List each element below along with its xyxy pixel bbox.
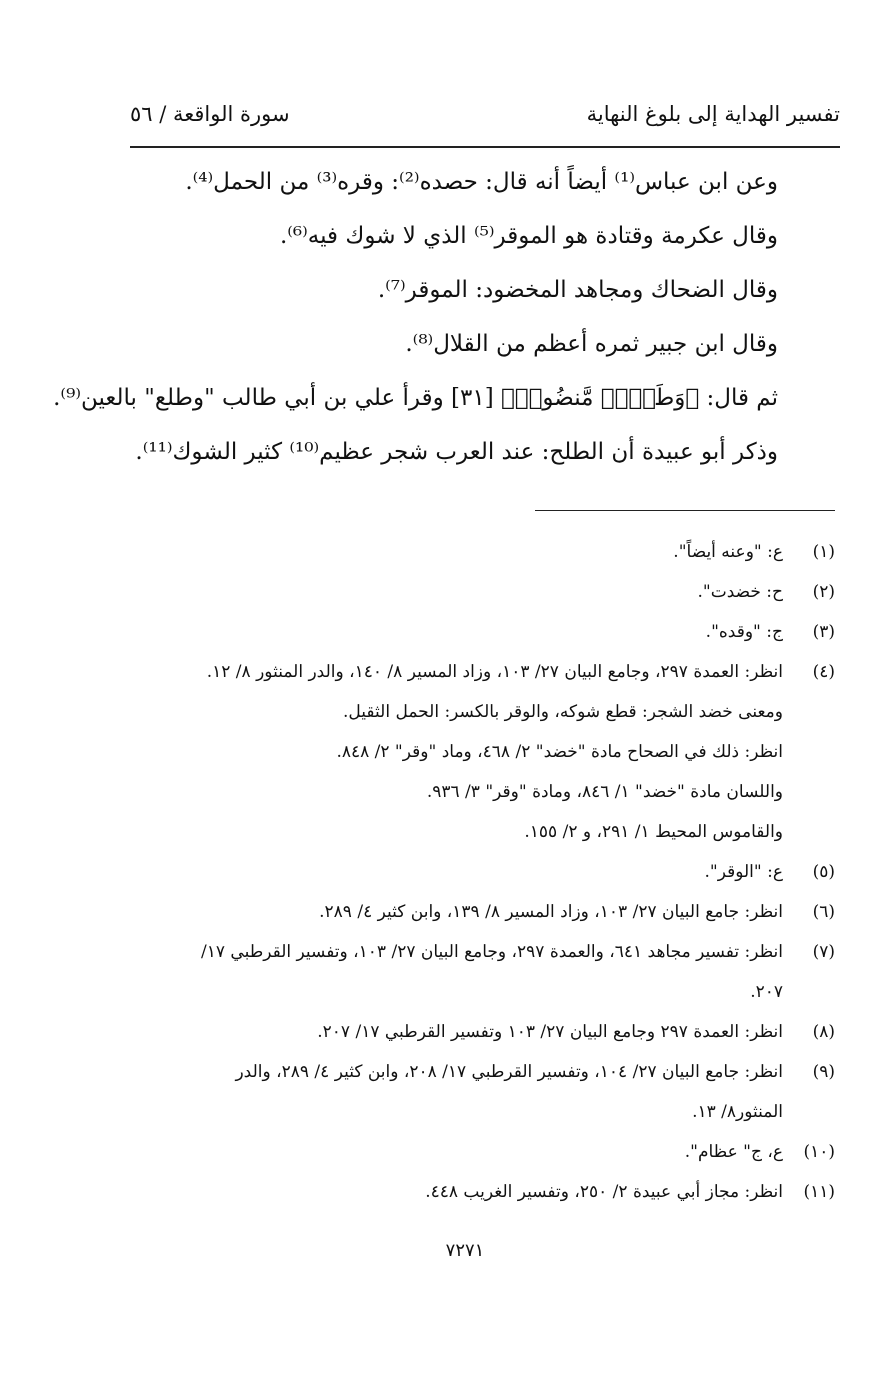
- footnote-10: [115, 1132, 835, 1172]
- footnote-text: واللسان مادة "خضد" ١/ ٨٤٦، ومادة "وقر" ٣/ ٩٣٦.: [426, 782, 783, 802]
- header-divider: [130, 146, 840, 148]
- page-number: ٧٢٧١: [445, 1240, 485, 1261]
- main-text-line: وقال عكرمة وقتادة هو الموقر⁽⁵⁾ الذي لا شوك فيه⁽⁶⁾.: [279, 223, 778, 249]
- footnote-number: (٧): [812, 942, 835, 962]
- footnote-number: (٥): [812, 862, 835, 882]
- footnote-text: انظر: ذلك في الصحاح مادة "خضد" ٢/ ٤٦٨، وماد "وقر" ٢/ ٨٤٨.: [336, 742, 783, 762]
- main-text-line: ثم قال: ﴿وَطَلۡحٖ مَّنضُودٖ﴾ [٣١] وقرأ علي بن أبي طالب "وطلع" بالعين⁽⁹⁾.: [53, 385, 778, 411]
- footnote-number: (٢): [812, 582, 835, 602]
- main-text: [53, 155, 778, 479]
- footnote-text: انظر: العمدة ٢٩٧، وجامع البيان ٢٧/ ١٠٣، وزاد المسير ٨/ ١٤٠، والدر المنثور ٨/ ١٢.: [206, 662, 783, 682]
- footnote-number: (٩): [812, 1062, 835, 1082]
- main-text-line: وذكر أبو عبيدة أن الطلح: عند العرب شجر عظيم⁽¹⁰⁾ كثير الشوك⁽¹¹⁾.: [135, 439, 778, 465]
- footnote-text: انظر: العمدة ٢٩٧ وجامع البيان ٢٧/ ١٠٣ وتفسير القرطبي ١٧/ ٢٠٧.: [317, 1022, 783, 1042]
- footnote-text: ج: "وقده".: [705, 622, 783, 642]
- footnote-2: [115, 572, 835, 612]
- footnote-text: انظر: جامع البيان ٢٧/ ١٠٤، وتفسير القرطبي ١٧/ ٢٠٨، وابن كثير ٤/ ٢٨٩، والدر: [235, 1062, 783, 1082]
- footnote-6: [115, 892, 835, 932]
- main-text-line: وقال ابن جبير ثمره أعظم من القلال⁽⁸⁾.: [405, 331, 778, 357]
- footnote-text: ٢٠٧.: [750, 982, 783, 1002]
- main-text-line: وقال الضحاك ومجاهد المخضود: الموقر⁽⁷⁾.: [377, 277, 778, 303]
- surah-page-label: سورة الواقعة / ٥٦: [130, 102, 290, 126]
- footnote-number: (٣): [812, 622, 835, 642]
- footnote-number: (٦): [812, 902, 835, 922]
- footnote-text: انظر: جامع البيان ٢٧/ ١٠٣، وزاد المسير ٨/ ١٣٩، وابن كثير ٤/ ٢٨٩.: [319, 902, 783, 922]
- footnote-9: [115, 1052, 835, 1132]
- footnote-number: (١١): [803, 1182, 835, 1202]
- footnote-number: (١٠): [803, 1142, 835, 1162]
- footnote-7: [115, 932, 835, 1012]
- footnote-divider: [535, 510, 835, 511]
- footnote-3: [115, 612, 835, 652]
- footnote-11: [115, 1172, 835, 1212]
- footnote-text: ومعنى خضد الشجر: قطع شوكه، والوقر بالكسر: الحمل الثقيل.: [343, 702, 783, 722]
- footnote-text: ع: "وعنه أيضاً".: [673, 542, 783, 562]
- footnote-number: (١): [812, 542, 835, 562]
- footnote-8: [115, 1012, 835, 1052]
- footnote-text: انظر: تفسير مجاهد ٦٤١، والعمدة ٢٩٧، وجامع البيان ٢٧/ ١٠٣، وتفسير القرطبي ١٧/: [201, 942, 783, 962]
- book-title: تفسير الهداية إلى بلوغ النهاية: [586, 102, 840, 126]
- page-header: [130, 100, 840, 144]
- footnote-number: (٤): [812, 662, 835, 682]
- footnote-text: المنثور٨/ ١٣.: [692, 1102, 783, 1122]
- footnote-4: [115, 652, 835, 852]
- footnote-text: انظر: مجاز أبي عبيدة ٢/ ٢٥٠، وتفسير الغريب ٤٤٨.: [425, 1182, 783, 1202]
- footnote-text: ح: خضدت".: [697, 582, 783, 602]
- footnote-1: [115, 532, 835, 572]
- footnote-number: (٨): [812, 1022, 835, 1042]
- footnote-text: ع، ج" عظام".: [684, 1142, 783, 1162]
- main-text-line: وعن ابن عباس⁽¹⁾ أيضاً أنه قال: حصده⁽²⁾: وقره⁽³⁾ من الحمل⁽⁴⁾.: [185, 169, 778, 195]
- footnotes: [115, 532, 835, 1212]
- footnote-text: ع: "الوقر".: [704, 862, 783, 882]
- footnote-5: [115, 852, 835, 892]
- footnote-text: والقاموس المحيط ١/ ٢٩١، و ٢/ ١٥٥.: [524, 822, 783, 842]
